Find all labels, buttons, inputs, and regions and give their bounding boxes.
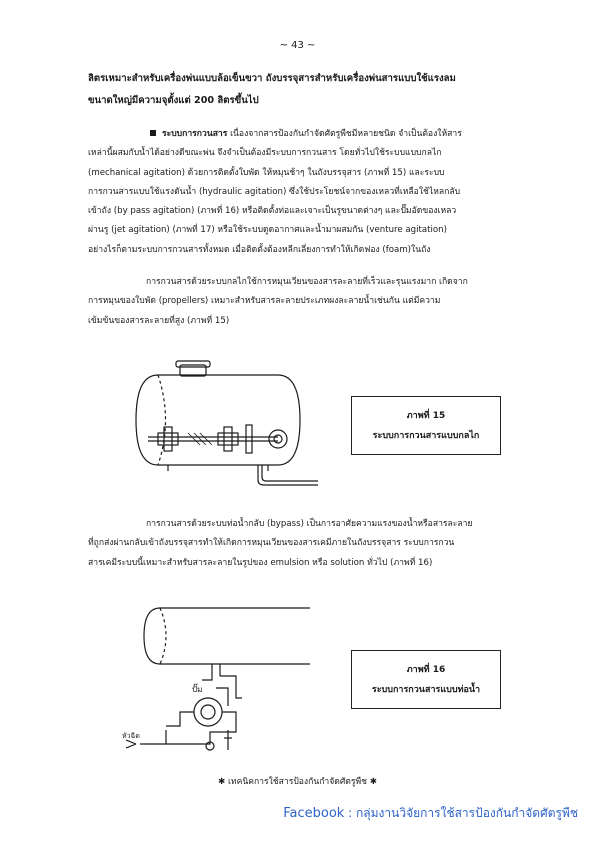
figure-15-caption	[351, 396, 501, 455]
lead-term: ระบบการกวนสาร	[162, 129, 228, 139]
paragraph-line	[88, 125, 530, 144]
paragraph-line	[88, 273, 530, 292]
paragraph-line: เข้าถัง (by pass agitation) (ภาพที่ 16) หรือติดตั้งท่อและเจาะเป็นรูขนาดต่างๆ และปั๊มอัดของเหลว	[88, 206, 457, 217]
figure-16-label: ภาพที่ 16	[406, 664, 446, 675]
heading-line-1: ลิตรเหมาะสำหรับเครื่องพ่นแบบล้อเข็นขวา ถังบรรจุสารสำหรับเครื่องพ่นสารแบบใช้แรงลม	[88, 73, 456, 84]
paragraph-line: สารเคมีระบบนี้เหมาะสำหรับสารละลายในรูปของ emulsion หรือ solution ทั่วไป (ภาพที่ 16)	[88, 557, 433, 568]
figure-16-title: ระบบการกวนสารแบบท่อน้ำ	[371, 684, 481, 695]
paragraph-line: เข้มข้นของสารละลายที่สูง (ภาพที่ 15)	[88, 315, 230, 326]
paragraph-mechanical	[88, 273, 530, 331]
paragraph-line: การหมุนของใบพัด (propellers) เหมาะสำหรับสารละลายประเภทผงละลายน้ำเช่นกัน แต่มีความ	[88, 296, 441, 307]
text-span: การกวนสารด้วยระบบกลไกใช้การหมุนเวียนของสารละลายที่เร็วและรุนแรงมาก เกิดจาก	[146, 277, 468, 287]
bypass-agitation-figure	[120, 598, 320, 758]
facebook-label: Facebook	[283, 806, 345, 821]
paragraph-line: อย่างไรก็ตามระบบการกวนสารทั้งหมด เมื่อติดตั้งต้องหลีกเลี่ยงการทำให้เกิดฟอง (foam)ในถัง	[88, 244, 431, 255]
figure-16-caption	[351, 650, 501, 709]
section-heading	[88, 68, 530, 112]
text-span: การกวนสารด้วยระบบท่อน้ำกลับ (bypass) เป็นการอาศัยความแรงของน้ำหรือสารละลาย	[146, 519, 473, 529]
paragraph-line: (mechanical agitation) ด้วยการติดตั้งใบพัด ให้หมุนช้าๆ ในถังบรรจุสาร (ภาพที่ 15) และระบบ	[88, 167, 445, 178]
figure-15-title: ระบบการกวนสารแบบกลไก	[372, 430, 480, 441]
paragraph-line	[88, 515, 530, 534]
facebook-group-name: : กลุ่มงานวิจัยการใช้สารป้องกันกำจัดศัตรูพืช	[344, 806, 578, 820]
tank-mechanical-agitation-figure	[128, 355, 323, 490]
paragraph-line: เหล่านี้ผสมกับน้ำได้อย่างดีขณะพ่น จึงจำเป็นต้องมีระบบการกวนสาร โดยทั่วไปใช้ระบบแบบกลไก	[88, 148, 442, 159]
nozzle-label: หัวฉีด	[122, 732, 140, 740]
paragraph-line: ที่ถูกส่งผ่านกลับเข้าถังบรรจุสารทำให้เกิดการหมุนเวียนของสารเคมีภายในถังบรรจุสาร ระบบการกวน	[88, 538, 455, 549]
figure-15-label: ภาพที่ 15	[406, 410, 446, 421]
heading-line-2: ขนาดใหญ่มีความจุตั้งแต่ 200 ลิตรขึ้นไป	[88, 95, 259, 106]
paragraph-line: ผ่านรู (jet agitation) (ภาพที่ 17) หรือใช้ระบบดูดอากาศและน้ำมาผสมกัน (venture agitation)	[88, 225, 447, 236]
paragraph-agitation-system	[88, 125, 530, 260]
paragraph-bypass	[88, 515, 530, 573]
pump-label: ปั๊ม	[192, 685, 203, 694]
bullet-square-icon	[150, 130, 156, 136]
paragraph-line: การกวนสารแบบใช้แรงดันน้ำ (hydraulic agitation) ซึ่งใช้ประโยชน์จากของเหลวที่เหลือใช้ไหลกลับ	[88, 186, 461, 197]
facebook-footer	[283, 804, 578, 823]
page-number: ~ 43 ~	[279, 40, 316, 51]
footer-note: ✱ เทคนิคการใช้สารป้องกันกำจัดศัตรูพืช ✱	[218, 777, 377, 787]
text-span: เนื่องจากสารป้องกันกำจัดศัตรูพืชมีหลายชนิด จำเป็นต้องให้สาร	[230, 129, 462, 139]
